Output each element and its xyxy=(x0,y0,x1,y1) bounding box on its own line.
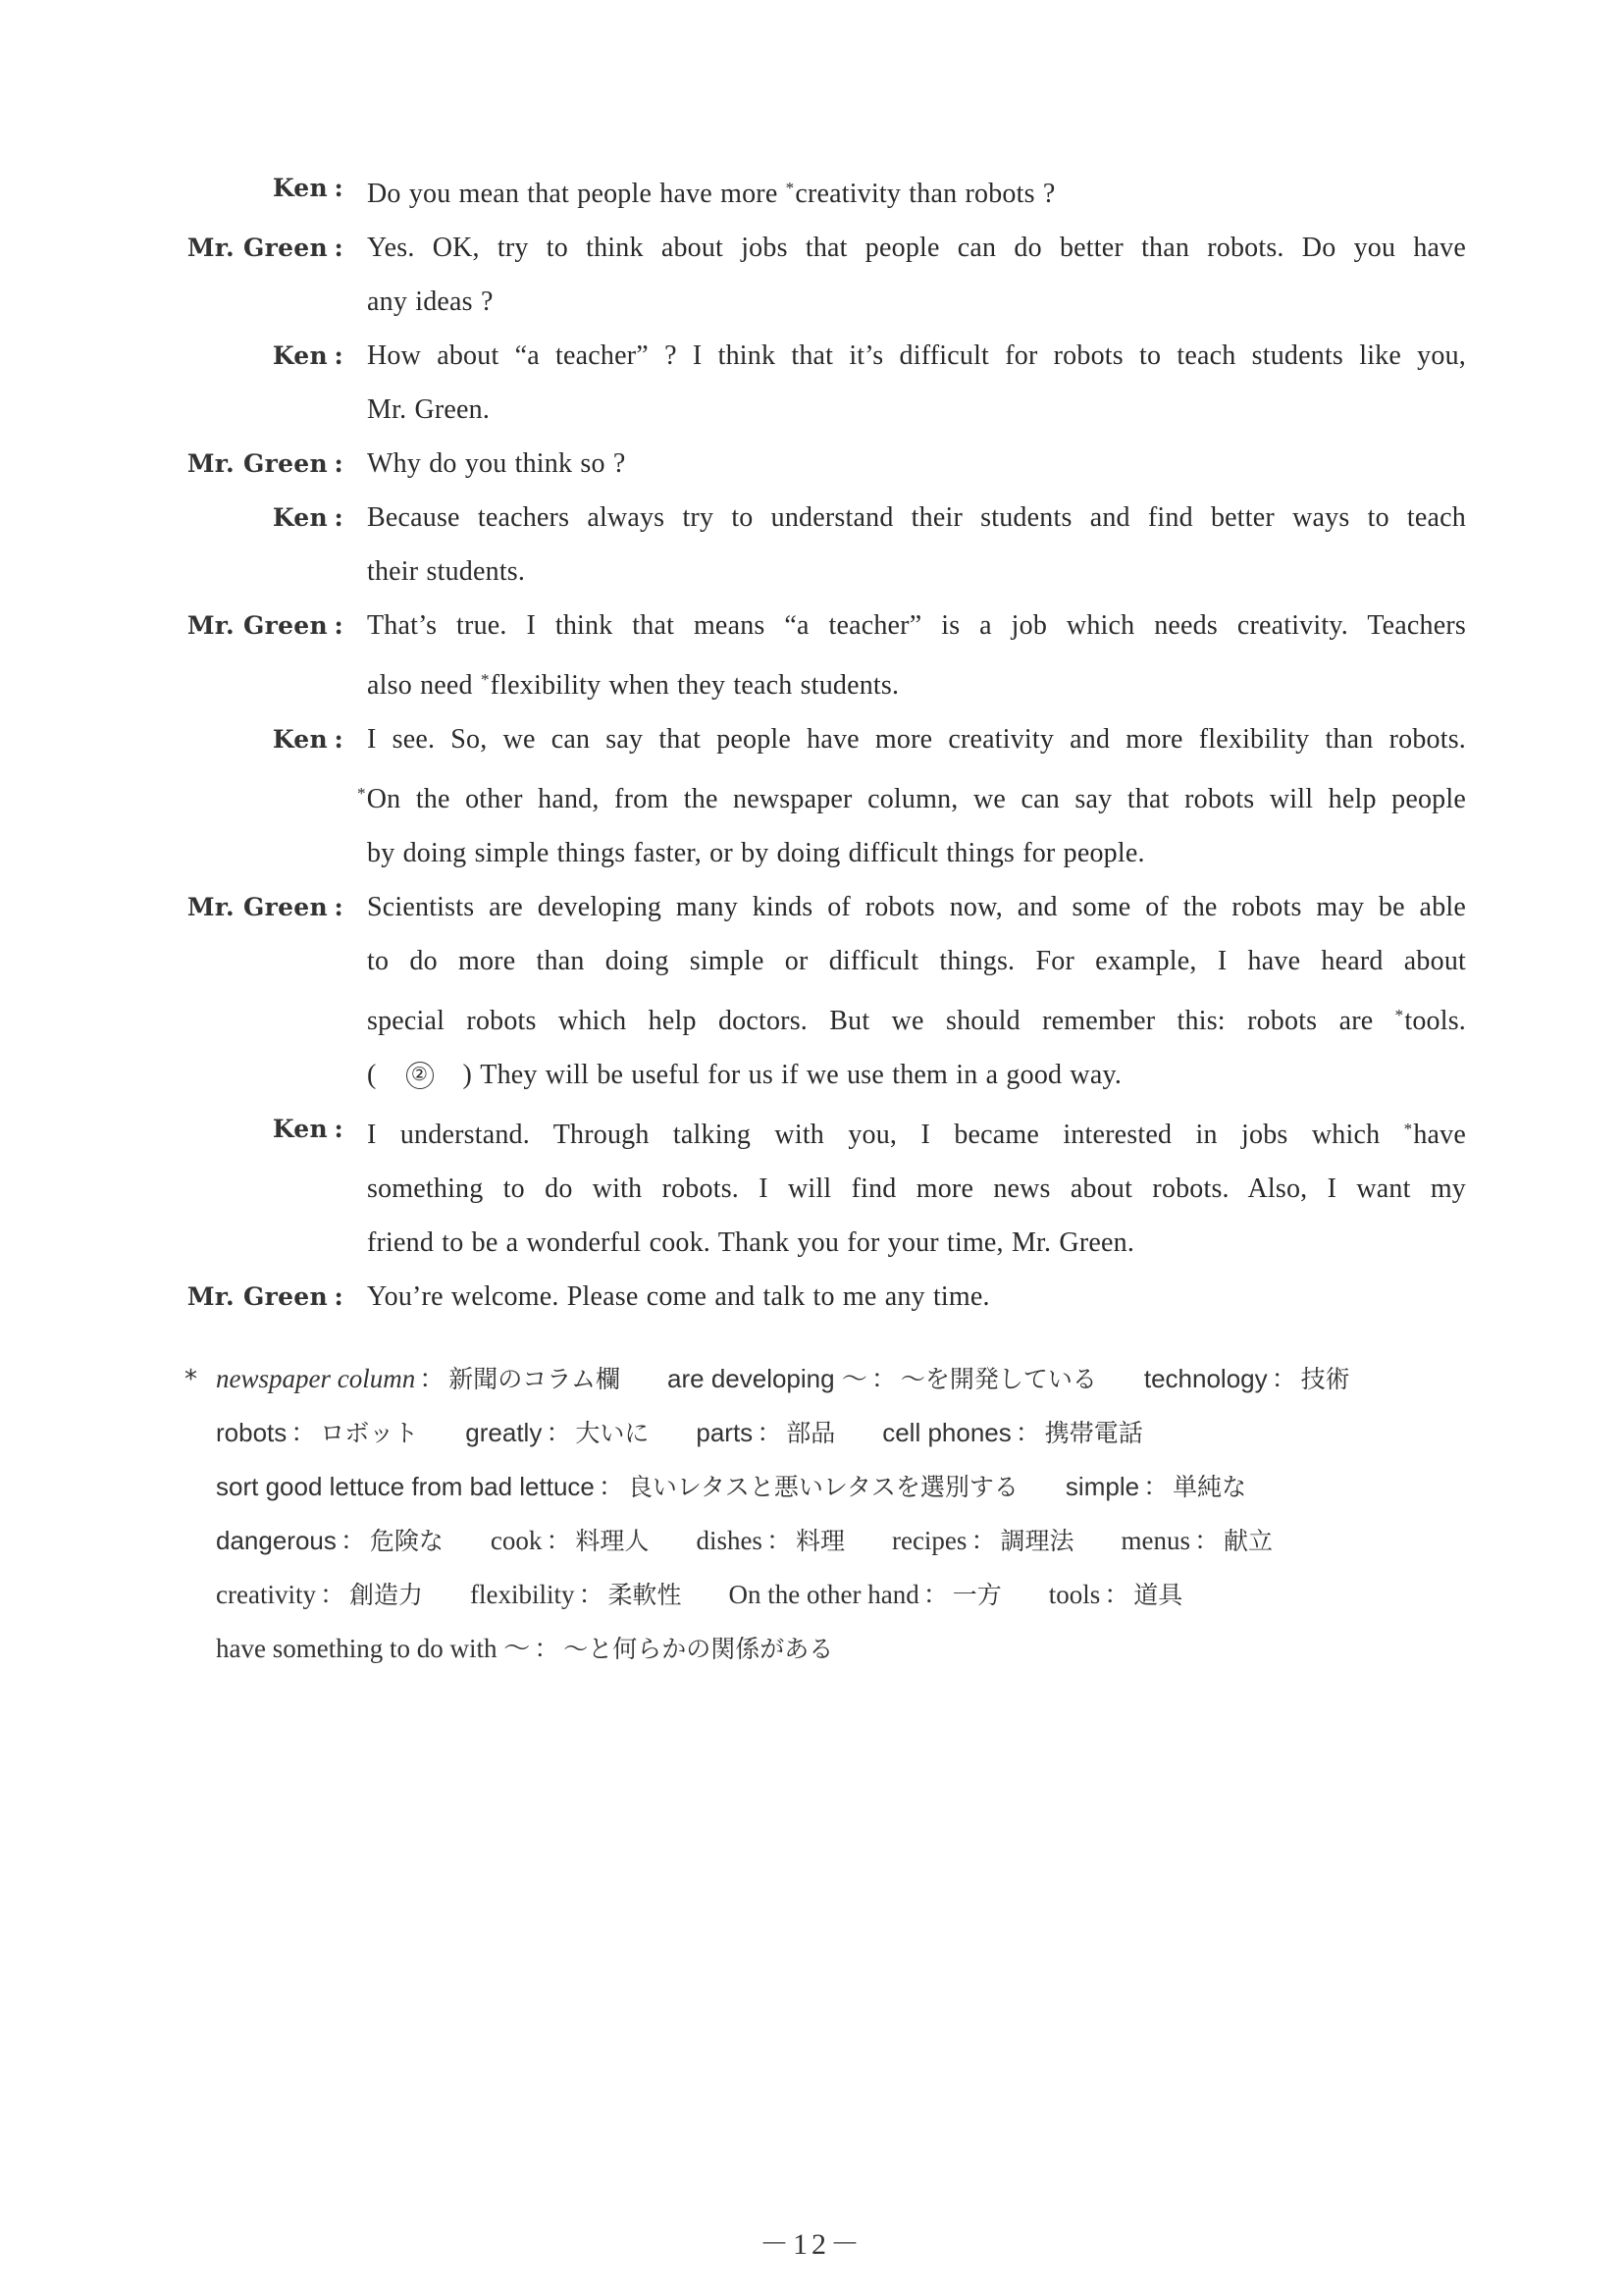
speaker-label: Mr. Green : xyxy=(186,1282,343,1311)
speech-line: ( ② ) They will be useful for us if we use them in a good way. xyxy=(367,1048,1466,1102)
speaker-label: Ken : xyxy=(272,341,343,370)
glossary-asterisk: * xyxy=(1403,1120,1413,1138)
speech-line: I understand. Through talking with you, I became interested in jobs which *have xyxy=(367,1120,1466,1150)
speech-line: something to do with robots. I will find more news about robots. Also, I want my xyxy=(367,1174,1466,1204)
dialogue-turn xyxy=(0,161,1623,221)
glossary-line xyxy=(184,1460,1480,1514)
dialogue-turn xyxy=(0,712,1623,880)
page-number: －12－ xyxy=(759,2228,864,2261)
speech-text xyxy=(367,880,1466,1102)
speech-text xyxy=(367,599,1466,712)
glossary-line xyxy=(184,1622,1480,1676)
glossary-entry: have something to do with ～ ： ～と何らかの関係がある xyxy=(216,1634,834,1664)
glossary-entry: dangerous ： 危険な xyxy=(216,1526,444,1556)
speech-text xyxy=(367,161,1466,221)
glossary-entry: cell phones ： 携帯電話 xyxy=(882,1418,1143,1448)
glossary-asterisk: * xyxy=(1394,1006,1404,1024)
speech-line: Scientists are developing many kinds of robots now, and some of the robots may be able xyxy=(367,892,1466,922)
glossary-entry: creativity ： 創造力 xyxy=(216,1580,423,1610)
glossary-entry: menus ： 献立 xyxy=(1121,1526,1273,1556)
glossary-entry: are developing ～ ： ～を開発している xyxy=(667,1364,1097,1394)
speech-line: to do more than doing simple or difficult things. For example, I have heard about xyxy=(367,946,1466,976)
circled-number-2: ② xyxy=(406,1062,434,1089)
glossary-entry: dishes ： 料理 xyxy=(696,1526,845,1556)
glossary-asterisk: * xyxy=(480,670,490,689)
glossary-entry: robots ： ロボット xyxy=(216,1418,419,1448)
glossary-entry: On the other hand ： 一方 xyxy=(728,1580,1002,1610)
speech-line: any ideas ? xyxy=(367,287,494,317)
glossary-entry: sort good lettuce from bad lettuce ： 良いレタスと悪いレタスを選別する xyxy=(216,1472,1019,1502)
speech-line: Mr. Green. xyxy=(367,394,491,425)
speech-line: special robots which help doctors. But we should remember this: robots are *tools. xyxy=(367,1006,1466,1036)
speech-text xyxy=(367,491,1466,599)
speaker-label: Ken : xyxy=(272,503,343,532)
glossary-entry: parts ： 部品 xyxy=(696,1418,836,1448)
glossary-line xyxy=(184,1406,1480,1460)
speech-line: How about “a teacher” ? I think that it’s difficult for robots to teach students like you, xyxy=(367,340,1466,371)
speaker-label: Ken : xyxy=(272,174,343,202)
speech-line: *On the other hand, from the newspaper column, we can say that robots will help people xyxy=(357,784,1466,814)
glossary-asterisk: * xyxy=(785,179,795,197)
speech-line: Why do you think so ? xyxy=(367,448,626,479)
speaker-label: Mr. Green : xyxy=(186,611,343,640)
speech-text xyxy=(367,329,1466,437)
speaker-label: Ken : xyxy=(272,1115,343,1143)
speech-line: Because teachers always try to understand their students and find better ways to teach xyxy=(367,502,1466,533)
speech-line: Yes. OK, try to think about jobs that people can do better than robots. Do you have xyxy=(367,233,1466,263)
speech-line: also need *flexibility when they teach students. xyxy=(367,670,900,701)
dialogue-turn xyxy=(0,437,1623,491)
glossary-asterisk: * xyxy=(357,784,366,803)
answer-blank-2: ( ② ) xyxy=(367,1060,473,1090)
glossary-entry: tools ： 道具 xyxy=(1048,1580,1183,1610)
dialogue-turn xyxy=(0,329,1623,437)
speech-line: friend to be a wonderful cook. Thank you for your time, Mr. Green. xyxy=(367,1227,1135,1258)
glossary-line xyxy=(184,1568,1480,1622)
glossary-entry: newspaper column ： 新聞のコラム欄 xyxy=(216,1364,621,1394)
glossary xyxy=(184,1352,1480,1676)
dialogue-turn xyxy=(0,880,1623,1102)
glossary-marker: * xyxy=(184,1365,197,1394)
glossary-entry: cook ： 料理人 xyxy=(490,1526,650,1556)
glossary-entry: flexibility ： 柔軟性 xyxy=(469,1580,682,1610)
dialogue-turn xyxy=(0,599,1623,712)
speech-line: You’re welcome. Please come and talk to me any time. xyxy=(367,1281,990,1312)
speech-text xyxy=(357,712,1466,880)
speech-line: Do you mean that people have more *creativity than robots ? xyxy=(367,179,1056,209)
speech-line: their students. xyxy=(367,556,526,587)
speech-line: by doing simple things faster, or by doing difficult things for people. xyxy=(367,838,1145,868)
speech-line: That’s true. I think that means “a teacher” is a job which needs creativity. Teachers xyxy=(367,610,1466,641)
glossary-entry: recipes ： 調理法 xyxy=(891,1526,1074,1556)
dialogue-turn xyxy=(0,221,1623,329)
speech-text xyxy=(367,1270,1466,1324)
glossary-entry: simple ： 単純な xyxy=(1065,1472,1247,1502)
speech-text xyxy=(367,221,1466,329)
dialogue-turn xyxy=(0,1102,1623,1270)
dialogue-turn xyxy=(0,1270,1623,1324)
glossary-line xyxy=(184,1352,1480,1406)
glossary-line xyxy=(184,1514,1480,1568)
glossary-entry: technology ： 技術 xyxy=(1143,1364,1350,1394)
speaker-label: Ken : xyxy=(272,725,343,754)
dialogue-turn xyxy=(0,491,1623,599)
speech-line: I see. So, we can say that people have more creativity and more flexibility than robots. xyxy=(367,724,1466,755)
speech-text xyxy=(367,437,1466,491)
glossary-entry: greatly ： 大いに xyxy=(465,1418,650,1448)
speaker-label: Mr. Green : xyxy=(186,234,343,262)
speech-text xyxy=(367,1102,1466,1270)
speaker-label: Mr. Green : xyxy=(186,893,343,921)
speaker-label: Mr. Green : xyxy=(186,449,343,478)
dialogue xyxy=(0,161,1623,1324)
